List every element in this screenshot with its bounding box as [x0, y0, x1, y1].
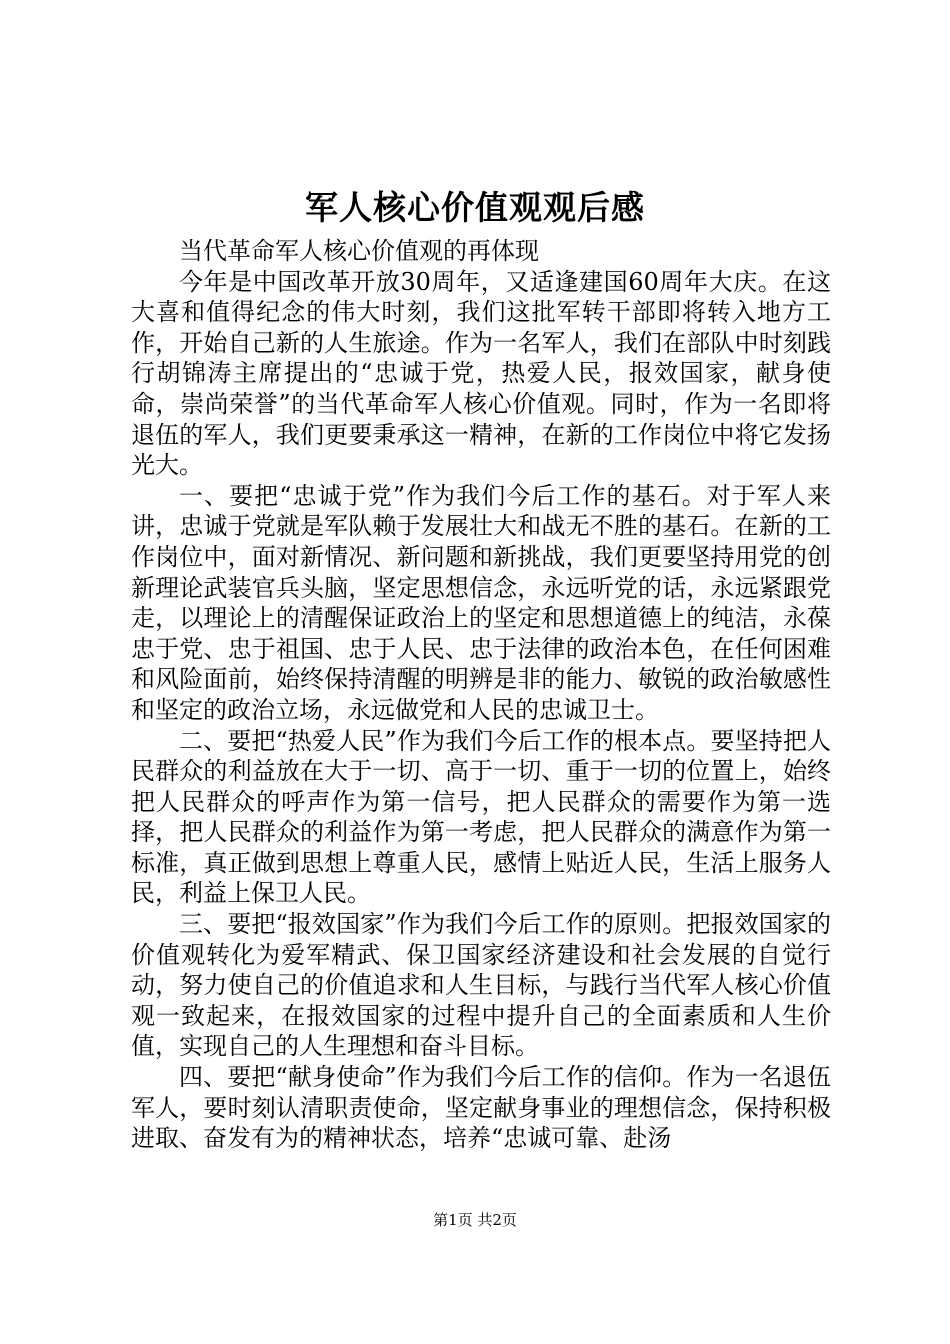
paragraph-mission: 四、要把“献身使命”作为我们今后工作的信仰。作为一名退伍军人，要时刻认清职责使命，坚定献身事业的理想信念，保持积极进取、奋发有为的精神状态，培养“忠诚可靠、赴汤	[131, 1063, 831, 1153]
paragraph-intro: 今年是中国改革开放30周年，又适逢建国60周年大庆。在这大喜和值得纪念的伟大时刻，我们这批军转干部即将转入地方工作，开始自己新的人生旅途。作为一名军人，我们在部队中时刻践行胡锦涛主席提出的“忠诚于党，热爱人民，报效国家，献身使命，崇尚荣誉”的当代革命军人核心价值观。同时，作为一名即将退伍的军人，我们更要秉承这一精神，在新的工作岗位中将它发扬光大。	[131, 267, 831, 480]
paragraph-loyalty: 一、要把“忠诚于党”作为我们今后工作的基石。对于军人来讲，忠诚于党就是军队赖于发展壮大和战无不胜的基石。在新的工作岗位中，面对新情况、新问题和新挑战，我们更要坚持用党的创新理论武装官兵头脑，坚定思想信念，永远听党的话，永远紧跟党走，以理论上的清醒保证政治上的坚定和思想道德上的纯洁，永葆忠于党、忠于祖国、忠于人民、忠于法律的政治本色，在任何困难和风险面前，始终保持清醒的明辨是非的能力、敏锐的政治敏感性和坚定的政治立场，永远做党和人民的忠诚卫士。	[131, 481, 831, 724]
paragraph-serve-country: 三、要把“报效国家”作为我们今后工作的原则。把报效国家的价值观转化为爱军精武、保卫国家经济建设和社会发展的自觉行动，努力使自己的价值追求和人生目标，与践行当代军人核心价值观一致起来，在报效国家的过程中提升自己的全面素质和人生价值，实现自己的人生理想和奋斗目标。	[131, 910, 831, 1061]
paragraph-love-people: 二、要把“热爱人民”作为我们今后工作的根本点。要坚持把人民群众的利益放在大于一切、高于一切、重于一切的位置上，始终把人民群众的呼声作为第一信号，把人民群众的需要作为第一选择，把人民群众的利益作为第一考虑，把人民群众的满意作为第一标准，真正做到思想上尊重人民，感情上贴近人民，生活上服务人民，利益上保卫人民。	[131, 726, 831, 908]
document-body	[131, 236, 831, 1154]
page-footer: 第1页 共2页	[433, 1211, 517, 1229]
document-title: 军人核心价值观观后感	[305, 188, 645, 227]
paragraph-subtitle: 当代革命军人核心价值观的再体现	[179, 237, 539, 265]
